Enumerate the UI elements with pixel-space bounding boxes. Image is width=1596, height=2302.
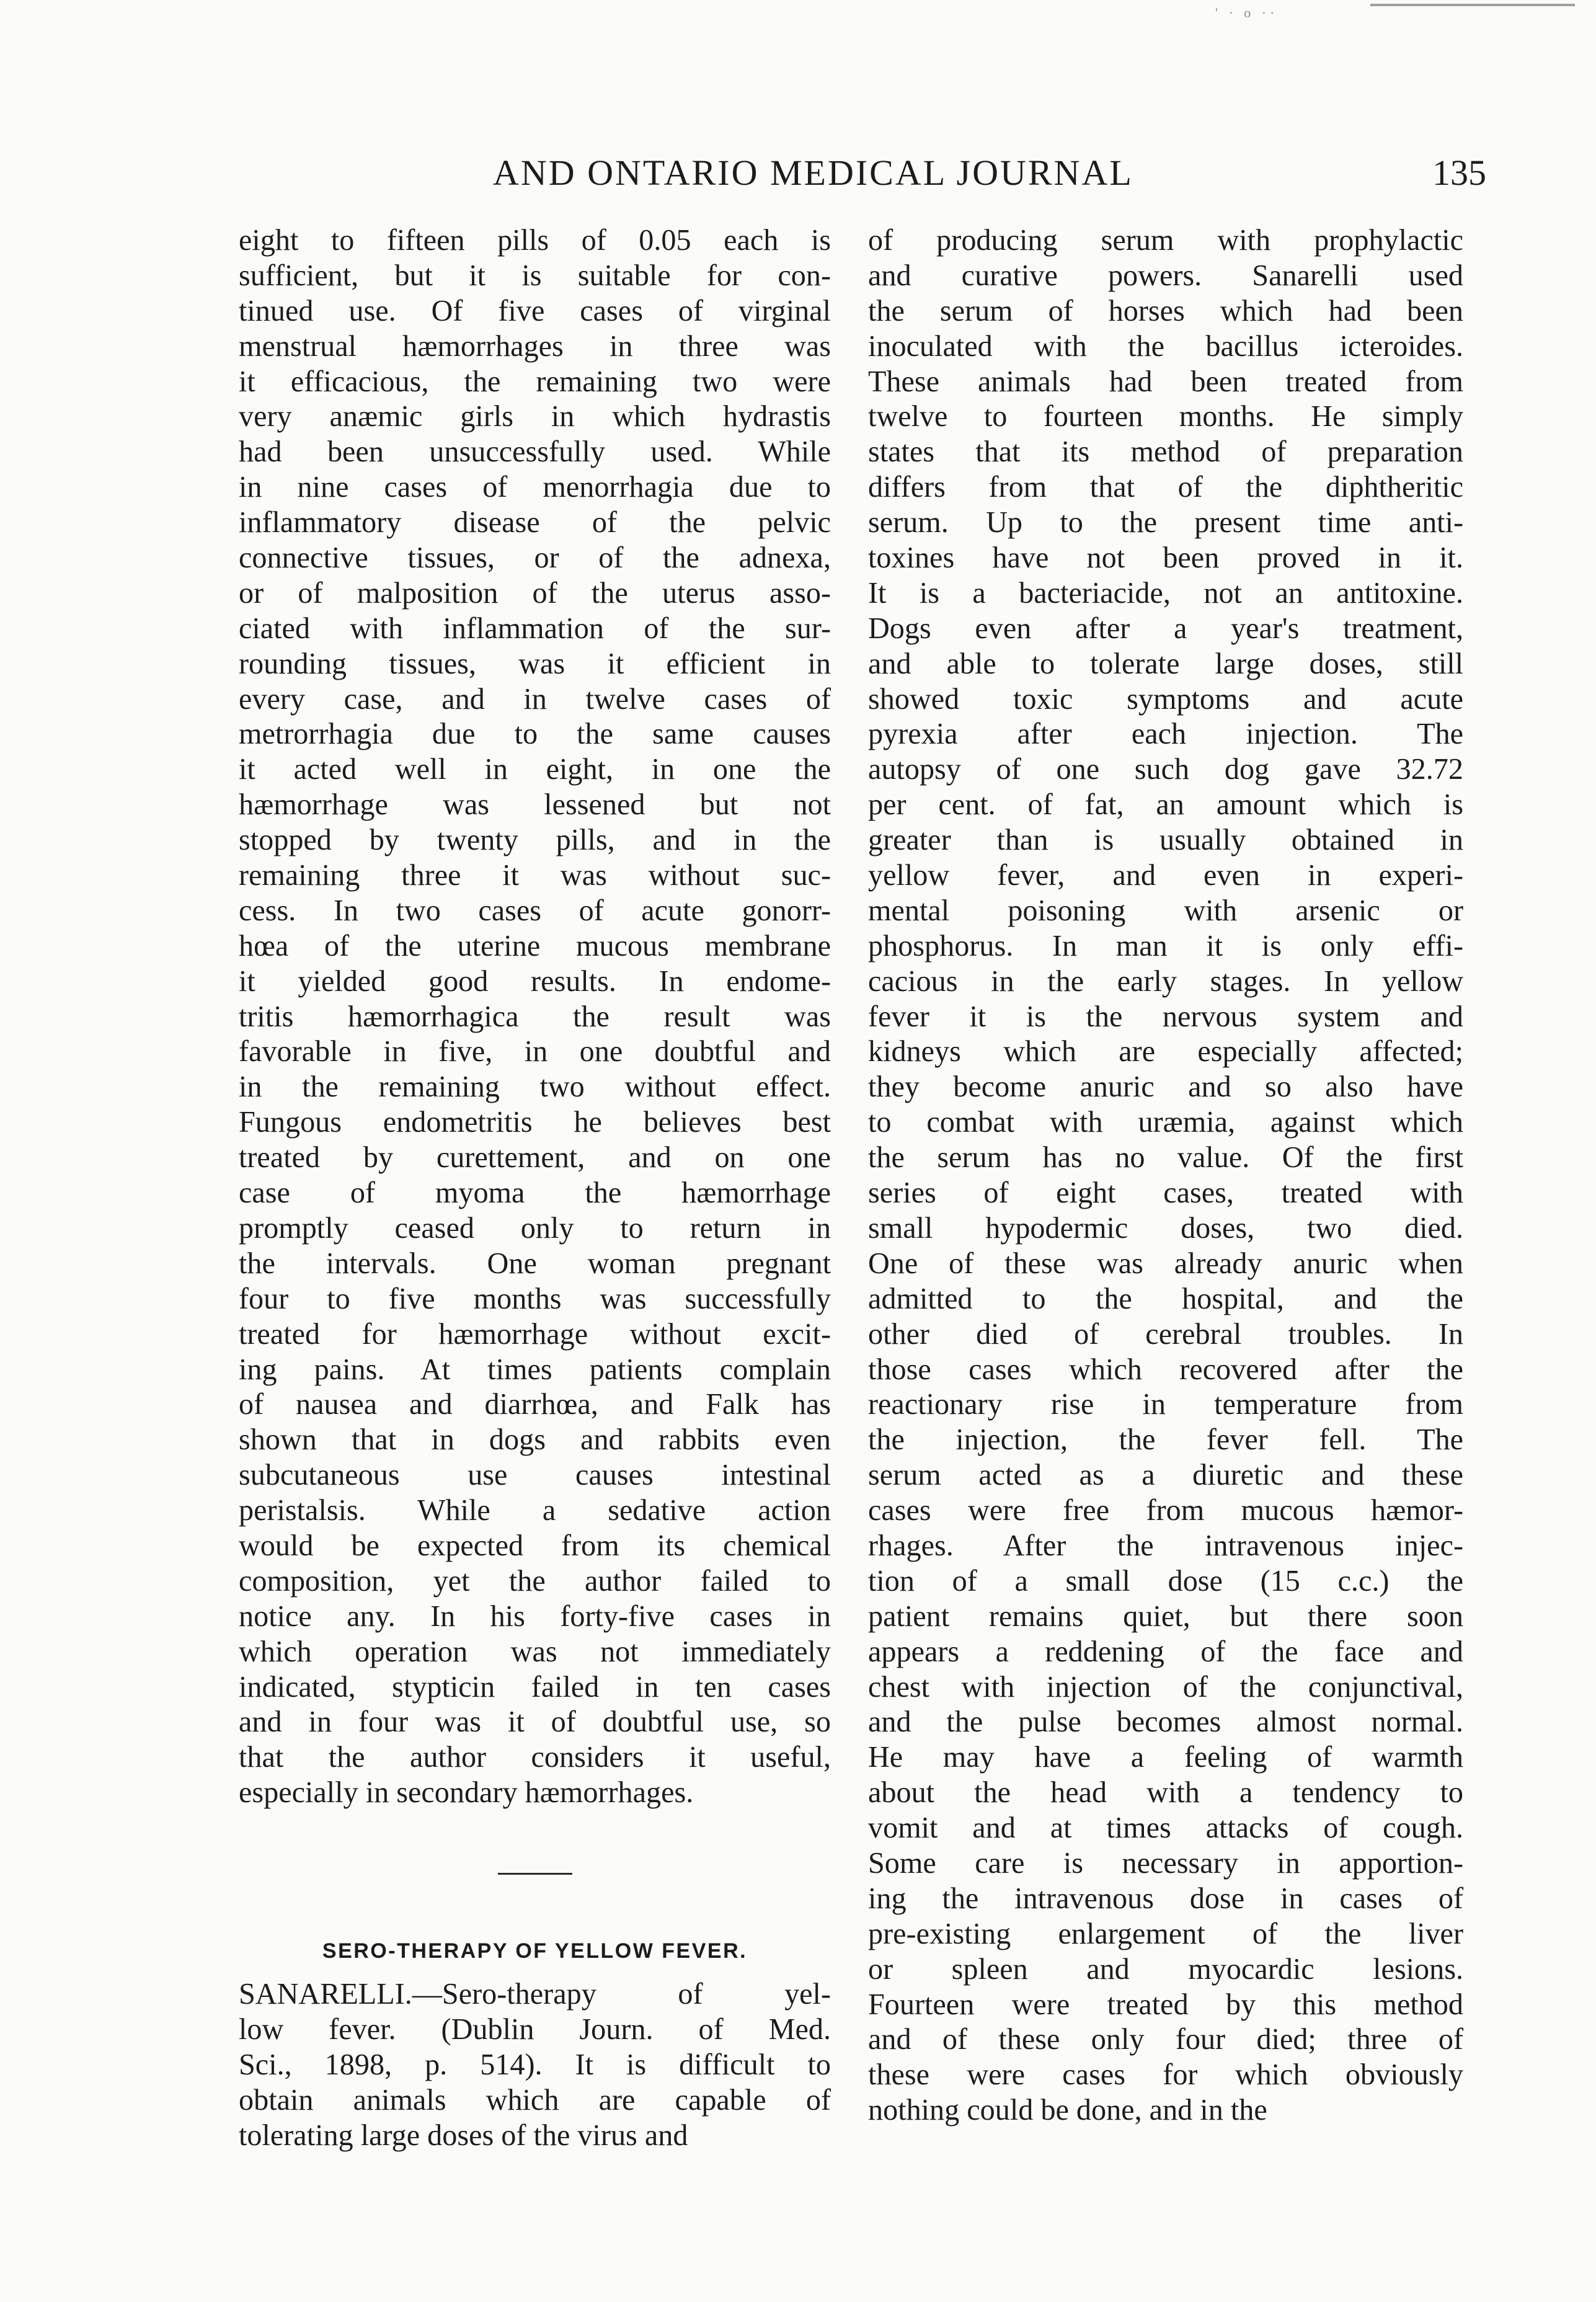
text-line: the intervals. One woman pregnant — [239, 1247, 831, 1280]
page-header — [0, 152, 1596, 202]
text-line: small hypodermic doses, two died. — [868, 1211, 1463, 1245]
text-line: cess. In two cases of acute gonorr- — [239, 894, 831, 927]
text-line: or of malposition of the uterus asso- — [239, 576, 831, 610]
text-line: states that its method of preparation — [868, 435, 1463, 469]
text-line: and of these only four died; three of — [868, 2023, 1463, 2056]
text-line: inflammatory disease of the pelvic — [239, 506, 831, 540]
text-line: cases were free from mucous hæmor- — [868, 1494, 1463, 1527]
text-line: obtain animals which are capable of — [239, 2083, 831, 2117]
text-line: and the pulse becomes almost normal. — [868, 1705, 1463, 1739]
text-line: these were cases for which obviously — [868, 2058, 1463, 2092]
text-line: serum acted as a diuretic and these — [868, 1459, 1463, 1492]
text-line: the injection, the fever fell. The — [868, 1423, 1463, 1457]
text-line: sufficient, but it is suitable for con- — [239, 259, 831, 292]
text-line: tritis hæmorrhagica the result was — [239, 1000, 831, 1033]
running-head: AND ONTARIO MEDICAL JOURNAL — [493, 153, 1133, 193]
text-line: subcutaneous use causes intestinal — [239, 1459, 831, 1492]
text-line: hœa of the uterine mucous membrane — [239, 929, 831, 962]
text-line: of producing serum with prophylactic — [868, 224, 1463, 257]
left-column-body — [239, 223, 831, 1811]
text-line: or spleen and myocardic lesions. — [868, 1952, 1463, 1986]
text-line: in nine cases of menorrhagia due to — [239, 471, 831, 504]
text-line: in the remaining two without effect. — [239, 1070, 831, 1104]
text-line: eight to fifteen pills of 0.05 each is — [239, 224, 831, 257]
text-line: reactionary rise in temperature from — [868, 1388, 1463, 1421]
text-line: they become anuric and so also have — [868, 1070, 1463, 1104]
text-line: tinued use. Of five cases of virginal — [239, 294, 831, 327]
text-line: of nausea and diarrhœa, and Falk has — [239, 1388, 831, 1421]
scan-specks: ' · o ·· — [1215, 5, 1279, 20]
text-line: indicated, stypticin failed in ten cases — [239, 1670, 831, 1704]
text-line: series of eight cases, treated with — [868, 1176, 1463, 1210]
text-line: connective tissues, or of the adnexa, — [239, 541, 831, 575]
text-line: treated by curettement, and on one — [239, 1141, 831, 1175]
text-line: it acted well in eight, in one the — [239, 753, 831, 786]
section-heading: SERO-THERAPY OF YELLOW FEVER. — [322, 1939, 748, 1963]
text-line: Sci., 1898, p. 514). It is difficult to — [239, 2048, 831, 2081]
text-line: SANARELLI.—Sero-therapy of yel- — [239, 1978, 831, 2011]
text-line: pyrexia after each injection. The — [868, 718, 1463, 751]
text-line: tion of a small dose (15 c.c.) the — [868, 1564, 1463, 1598]
text-line: inoculated with the bacillus icteroides. — [868, 329, 1463, 363]
text-line: showed toxic symptoms and acute — [868, 682, 1463, 716]
text-line: patient remains quiet, but there soon — [868, 1599, 1463, 1633]
text-line: composition, yet the author failed to — [239, 1564, 831, 1598]
text-line: and able to tolerate large doses, still — [868, 647, 1463, 680]
text-line: those cases which recovered after the — [868, 1353, 1463, 1386]
text-line: treated for hæmorrhage without excit- — [239, 1317, 831, 1351]
text-line: rounding tissues, was it efficient in — [239, 647, 831, 680]
text-line: to combat with uræmia, against which — [868, 1106, 1463, 1139]
page-number: 135 — [1432, 153, 1486, 193]
text-line: differs from that of the diphtheritic — [868, 471, 1463, 504]
text-line: autopsy of one such dog gave 32.72 — [868, 753, 1463, 786]
text-line: favorable in five, in one doubtful and — [239, 1035, 831, 1069]
text-line: Dogs even after a year's treatment, — [868, 611, 1463, 645]
text-line: the serum has no value. Of the first — [868, 1141, 1463, 1175]
text-line: every case, and in twelve cases of — [239, 682, 831, 716]
text-line: that the author considers it useful, — [239, 1741, 831, 1774]
text-line: appears a reddening of the face and — [868, 1635, 1463, 1668]
text-line: serum. Up to the present time anti- — [868, 506, 1463, 540]
text-line: Fungous endometritis he believes best — [239, 1106, 831, 1139]
text-line: case of myoma the hæmorrhage — [239, 1176, 831, 1210]
text-line: and in four was it of doubtful use, so — [239, 1705, 831, 1739]
text-line: low fever. (Dublin Journ. of Med. — [239, 2012, 831, 2046]
text-line: which operation was not immediately — [239, 1635, 831, 1668]
text-line: hæmorrhage was lessened but not — [239, 788, 831, 822]
text-line: yellow fever, and even in experi- — [868, 859, 1463, 892]
scan-bleed-mark — [1370, 4, 1575, 6]
text-line: cacious in the early stages. In yellow — [868, 964, 1463, 998]
text-line: He may have a feeling of warmth — [868, 1741, 1463, 1774]
text-line: per cent. of fat, an amount which is — [868, 788, 1463, 822]
text-line: had been unsuccessfully used. While — [239, 435, 831, 469]
right-column — [868, 223, 1463, 2128]
left-column — [239, 223, 831, 2154]
text-line: tolerating large doses of the virus and — [239, 2118, 688, 2152]
text-line: admitted to the hospital, and the — [868, 1282, 1463, 1315]
text-line: menstrual hæmorrhages in three was — [239, 329, 831, 363]
text-line: phosphorus. In man it is only effi- — [868, 929, 1463, 962]
text-line: greater than is usually obtained in — [868, 824, 1463, 857]
right-column-body — [868, 223, 1463, 2128]
text-line: four to five months was successfully — [239, 1282, 831, 1315]
text-line: it efficacious, the remaining two were — [239, 365, 831, 398]
text-line: about the head with a tendency to — [868, 1776, 1463, 1810]
text-line: vomit and at times attacks of cough. — [868, 1811, 1463, 1845]
text-line: twelve to fourteen months. He simply — [868, 400, 1463, 433]
text-line: These animals had been treated from — [868, 365, 1463, 398]
text-line: stopped by twenty pills, and in the — [239, 824, 831, 857]
text-line: Some care is necessary in apportion- — [868, 1846, 1463, 1880]
text-line: notice any. In his forty-five cases in — [239, 1599, 831, 1633]
text-line: remaining three it was without suc- — [239, 859, 831, 892]
text-line: ciated with inflammation of the sur- — [239, 611, 831, 645]
text-line: especially in secondary hæmorrhages. — [239, 1776, 694, 1810]
text-line: pre-existing enlargement of the liver — [868, 1917, 1463, 1950]
text-line: promptly ceased only to return in — [239, 1211, 831, 1245]
text-line: would be expected from its chemical — [239, 1529, 831, 1562]
text-line: chest with injection of the conjunctival, — [868, 1670, 1463, 1704]
section-body — [239, 1977, 831, 2153]
text-line: kidneys which are especially affected; — [868, 1035, 1463, 1069]
text-line: very anæmic girls in which hydrastis — [239, 400, 831, 433]
text-line: it yielded good results. In endome- — [239, 964, 831, 998]
text-line: toxines have not been proved in it. — [868, 541, 1463, 575]
text-line: and curative powers. Sanarelli used — [868, 259, 1463, 292]
text-line: the serum of horses which had been — [868, 294, 1463, 327]
text-line: shown that in dogs and rabbits even — [239, 1423, 831, 1457]
text-line: ing the intravenous dose in cases of — [868, 1882, 1463, 1915]
text-line: peristalsis. While a sedative action — [239, 1494, 831, 1527]
text-line: One of these was already anuric when — [868, 1247, 1463, 1280]
text-line: metrorrhagia due to the same causes — [239, 718, 831, 751]
text-line: ing pains. At times patients complain — [239, 1353, 831, 1386]
section-rule — [498, 1873, 572, 1875]
text-line: fever it is the nervous system and — [868, 1000, 1463, 1033]
text-line: Fourteen were treated by this method — [868, 1988, 1463, 2021]
text-line: mental poisoning with arsenic or — [868, 894, 1463, 927]
text-line: rhages. After the intravenous injec- — [868, 1529, 1463, 1562]
text-line: other died of cerebral troubles. In — [868, 1317, 1463, 1351]
text-line: It is a bacteriacide, not an antitoxine. — [868, 576, 1463, 610]
text-line: nothing could be done, and in the — [868, 2094, 1267, 2127]
